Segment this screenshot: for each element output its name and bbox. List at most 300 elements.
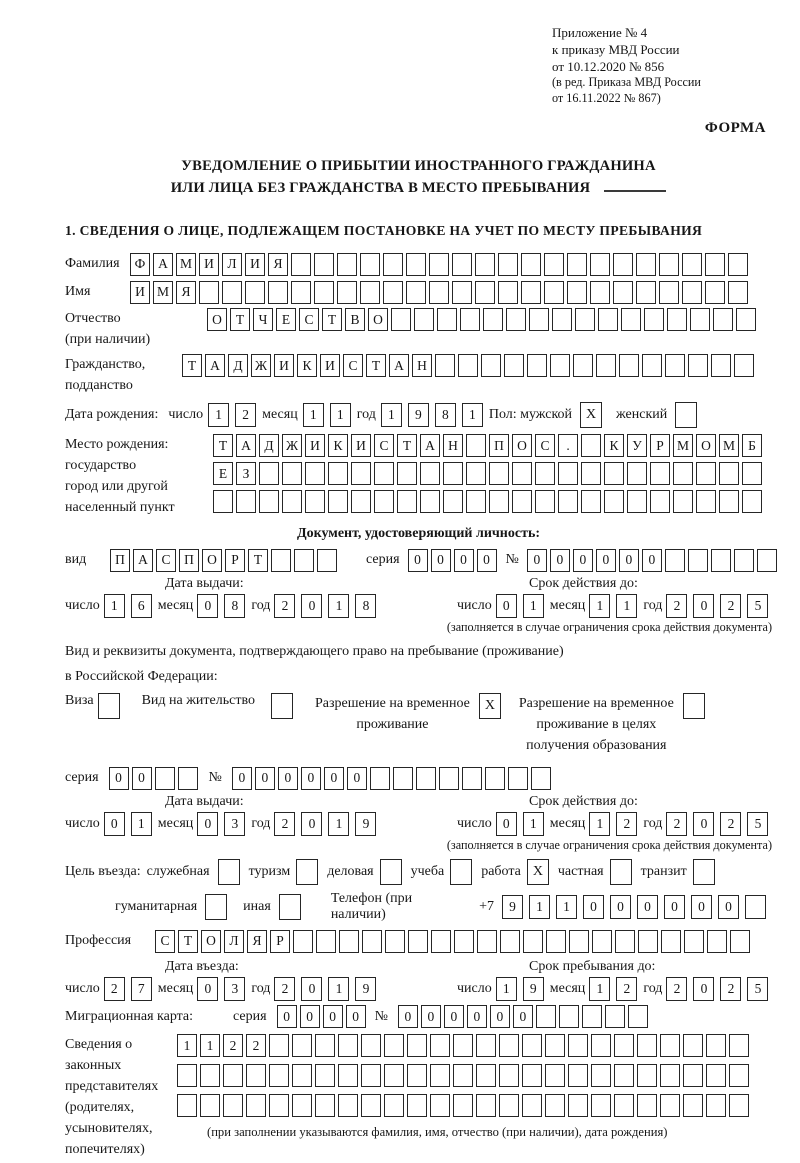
birth-day-cells[interactable]: [208, 403, 262, 427]
char-cell[interactable]: П: [110, 549, 130, 572]
char-cell[interactable]: [435, 354, 455, 377]
char-cell[interactable]: [406, 281, 426, 304]
char-cell[interactable]: [271, 549, 291, 572]
char-cell[interactable]: [707, 930, 727, 953]
purpose-official-checkbox[interactable]: [218, 859, 240, 885]
char-cell[interactable]: [328, 490, 348, 513]
char-cell[interactable]: [627, 490, 647, 513]
char-cell[interactable]: 0: [408, 549, 428, 572]
char-cell[interactable]: 0: [467, 1005, 487, 1028]
char-cell[interactable]: [614, 1034, 634, 1057]
char-cell[interactable]: [591, 1094, 611, 1117]
char-cell[interactable]: [590, 281, 610, 304]
char-cell[interactable]: [385, 930, 405, 953]
char-cell[interactable]: [361, 1094, 381, 1117]
char-cell[interactable]: [259, 490, 279, 513]
char-cell[interactable]: [690, 308, 710, 331]
char-cell[interactable]: [696, 490, 716, 513]
char-cell[interactable]: [506, 308, 526, 331]
char-cell[interactable]: Ж: [251, 354, 271, 377]
char-cell[interactable]: [245, 281, 265, 304]
char-cell[interactable]: [558, 462, 578, 485]
char-cell[interactable]: [454, 930, 474, 953]
doc-type-cells[interactable]: [110, 549, 340, 572]
char-cell[interactable]: [407, 1094, 427, 1117]
char-cell[interactable]: [178, 767, 198, 790]
char-cell[interactable]: [500, 930, 520, 953]
char-cell[interactable]: 1: [330, 403, 351, 427]
char-cell[interactable]: [315, 1094, 335, 1117]
temporary-residence-checkbox[interactable]: X: [479, 693, 501, 719]
char-cell[interactable]: [246, 1094, 266, 1117]
char-cell[interactable]: [397, 490, 417, 513]
char-cell[interactable]: 0: [444, 1005, 464, 1028]
char-cell[interactable]: 0: [496, 594, 517, 618]
char-cell[interactable]: [466, 462, 486, 485]
char-cell[interactable]: [294, 549, 314, 572]
char-cell[interactable]: [559, 1005, 579, 1028]
char-cell[interactable]: [683, 1064, 703, 1087]
char-cell[interactable]: [328, 462, 348, 485]
char-cell[interactable]: 1: [381, 403, 402, 427]
char-cell[interactable]: [683, 1094, 703, 1117]
char-cell[interactable]: [512, 490, 532, 513]
char-cell[interactable]: [338, 1064, 358, 1087]
char-cell[interactable]: [568, 1064, 588, 1087]
char-cell[interactable]: 0: [323, 1005, 343, 1028]
char-cell[interactable]: [636, 281, 656, 304]
char-cell[interactable]: [628, 1005, 648, 1028]
birth-year-cells[interactable]: [381, 403, 489, 427]
char-cell[interactable]: Т: [213, 434, 233, 457]
char-cell[interactable]: [614, 1064, 634, 1087]
char-cell[interactable]: [636, 253, 656, 276]
char-cell[interactable]: [430, 1064, 450, 1087]
char-cell[interactable]: 1: [496, 977, 517, 1001]
char-cell[interactable]: М: [673, 434, 693, 457]
char-cell[interactable]: 0: [104, 812, 125, 836]
char-cell[interactable]: [291, 253, 311, 276]
char-cell[interactable]: [582, 1005, 602, 1028]
char-cell[interactable]: [384, 1034, 404, 1057]
char-cell[interactable]: [512, 462, 532, 485]
char-cell[interactable]: [568, 1034, 588, 1057]
char-cell[interactable]: [711, 549, 731, 572]
char-cell[interactable]: И: [130, 281, 150, 304]
char-cell[interactable]: [416, 767, 436, 790]
char-cell[interactable]: Я: [268, 253, 288, 276]
purpose-business-checkbox[interactable]: [380, 859, 402, 885]
char-cell[interactable]: [621, 308, 641, 331]
char-cell[interactable]: 0: [490, 1005, 510, 1028]
char-cell[interactable]: [661, 930, 681, 953]
purpose-transit-checkbox[interactable]: [693, 859, 715, 885]
char-cell[interactable]: [393, 767, 413, 790]
char-cell[interactable]: К: [328, 434, 348, 457]
char-cell[interactable]: [552, 308, 572, 331]
char-cell[interactable]: 2: [616, 812, 637, 836]
char-cell[interactable]: 0: [132, 767, 152, 790]
char-cell[interactable]: [705, 253, 725, 276]
char-cell[interactable]: 1: [556, 895, 577, 919]
char-cell[interactable]: З: [236, 462, 256, 485]
char-cell[interactable]: И: [245, 253, 265, 276]
char-cell[interactable]: О: [368, 308, 388, 331]
char-cell[interactable]: [659, 253, 679, 276]
char-cell[interactable]: [614, 1094, 634, 1117]
char-cell[interactable]: М: [719, 434, 739, 457]
char-cell[interactable]: 0: [691, 895, 712, 919]
char-cell[interactable]: С: [155, 930, 175, 953]
char-cell[interactable]: [667, 308, 687, 331]
purpose-other-checkbox[interactable]: [279, 894, 301, 920]
char-cell[interactable]: [199, 281, 219, 304]
char-cell[interactable]: 0: [421, 1005, 441, 1028]
char-cell[interactable]: 0: [664, 895, 685, 919]
char-cell[interactable]: [222, 281, 242, 304]
char-cell[interactable]: 9: [502, 895, 523, 919]
char-cell[interactable]: [292, 1034, 312, 1057]
char-cell[interactable]: [200, 1094, 220, 1117]
char-cell[interactable]: Т: [182, 354, 202, 377]
entry-day-cells[interactable]: [104, 977, 158, 1001]
char-cell[interactable]: 3: [224, 977, 245, 1001]
char-cell[interactable]: [682, 281, 702, 304]
char-cell[interactable]: [558, 490, 578, 513]
char-cell[interactable]: 0: [301, 812, 322, 836]
char-cell[interactable]: 0: [583, 895, 604, 919]
stay-year-cells[interactable]: [666, 977, 774, 1001]
char-cell[interactable]: [177, 1094, 197, 1117]
char-cell[interactable]: [535, 462, 555, 485]
char-cell[interactable]: 0: [718, 895, 739, 919]
char-cell[interactable]: 2: [616, 977, 637, 1001]
char-cell[interactable]: С: [343, 354, 363, 377]
char-cell[interactable]: [337, 253, 357, 276]
char-cell[interactable]: [200, 1064, 220, 1087]
char-cell[interactable]: Я: [247, 930, 267, 953]
char-cell[interactable]: 5: [747, 812, 768, 836]
char-cell[interactable]: И: [351, 434, 371, 457]
char-cell[interactable]: 0: [197, 812, 218, 836]
char-cell[interactable]: [316, 930, 336, 953]
residence-permit-checkbox[interactable]: [271, 693, 293, 719]
char-cell[interactable]: Ф: [130, 253, 150, 276]
char-cell[interactable]: [361, 1064, 381, 1087]
char-cell[interactable]: [544, 253, 564, 276]
char-cell[interactable]: 0: [232, 767, 252, 790]
char-cell[interactable]: [546, 930, 566, 953]
char-cell[interactable]: 0: [596, 549, 616, 572]
char-cell[interactable]: Р: [650, 434, 670, 457]
char-cell[interactable]: [292, 1094, 312, 1117]
char-cell[interactable]: 0: [398, 1005, 418, 1028]
char-cell[interactable]: 2: [666, 812, 687, 836]
char-cell[interactable]: 0: [496, 812, 517, 836]
char-cell[interactable]: Б: [742, 434, 762, 457]
char-cell[interactable]: 0: [301, 767, 321, 790]
char-cell[interactable]: 0: [454, 549, 474, 572]
char-cell[interactable]: [592, 930, 612, 953]
char-cell[interactable]: [573, 354, 593, 377]
char-cell[interactable]: 2: [720, 977, 741, 1001]
migration-number-cells[interactable]: [398, 1005, 651, 1028]
char-cell[interactable]: [246, 1064, 266, 1087]
char-cell[interactable]: И: [274, 354, 294, 377]
char-cell[interactable]: [314, 253, 334, 276]
purpose-humanitarian-checkbox[interactable]: [205, 894, 227, 920]
char-cell[interactable]: 0: [300, 1005, 320, 1028]
char-cell[interactable]: [650, 462, 670, 485]
char-cell[interactable]: [315, 1034, 335, 1057]
gender-female-checkbox[interactable]: [675, 402, 697, 428]
char-cell[interactable]: [462, 767, 482, 790]
char-cell[interactable]: 0: [550, 549, 570, 572]
char-cell[interactable]: [429, 253, 449, 276]
char-cell[interactable]: [637, 1094, 657, 1117]
char-cell[interactable]: [339, 930, 359, 953]
char-cell[interactable]: [522, 1094, 542, 1117]
stay-month-cells[interactable]: [589, 977, 643, 1001]
char-cell[interactable]: К: [297, 354, 317, 377]
char-cell[interactable]: [729, 1094, 749, 1117]
stay-day-cells[interactable]: [496, 977, 550, 1001]
char-cell[interactable]: [545, 1094, 565, 1117]
char-cell[interactable]: [523, 930, 543, 953]
doc-issue-year-cells[interactable]: [274, 594, 382, 618]
char-cell[interactable]: [705, 281, 725, 304]
char-cell[interactable]: [683, 1034, 703, 1057]
purpose-private-checkbox[interactable]: [610, 859, 632, 885]
char-cell[interactable]: 2: [666, 594, 687, 618]
char-cell[interactable]: [155, 767, 175, 790]
temp-res-edu-checkbox[interactable]: [683, 693, 705, 719]
char-cell[interactable]: 2: [235, 403, 256, 427]
char-cell[interactable]: Л: [224, 930, 244, 953]
char-cell[interactable]: [742, 490, 762, 513]
char-cell[interactable]: [477, 930, 497, 953]
char-cell[interactable]: [291, 281, 311, 304]
char-cell[interactable]: 2: [223, 1034, 243, 1057]
char-cell[interactable]: Д: [259, 434, 279, 457]
char-cell[interactable]: 0: [301, 594, 322, 618]
char-cell[interactable]: Р: [270, 930, 290, 953]
char-cell[interactable]: [729, 1034, 749, 1057]
char-cell[interactable]: [545, 1034, 565, 1057]
char-cell[interactable]: [317, 549, 337, 572]
char-cell[interactable]: 0: [642, 549, 662, 572]
doc-valid-day-cells[interactable]: [496, 594, 550, 618]
char-cell[interactable]: А: [420, 434, 440, 457]
char-cell[interactable]: И: [199, 253, 219, 276]
char-cell[interactable]: [504, 354, 524, 377]
char-cell[interactable]: [545, 1064, 565, 1087]
char-cell[interactable]: [259, 462, 279, 485]
char-cell[interactable]: [660, 1034, 680, 1057]
char-cell[interactable]: [521, 253, 541, 276]
char-cell[interactable]: [305, 490, 325, 513]
char-cell[interactable]: 8: [224, 594, 245, 618]
char-cell[interactable]: [213, 490, 233, 513]
char-cell[interactable]: [706, 1034, 726, 1057]
char-cell[interactable]: 1: [462, 403, 483, 427]
char-cell[interactable]: 1: [177, 1034, 197, 1057]
char-cell[interactable]: [407, 1064, 427, 1087]
char-cell[interactable]: 1: [104, 594, 125, 618]
char-cell[interactable]: [481, 354, 501, 377]
char-cell[interactable]: [476, 1034, 496, 1057]
profession-cells[interactable]: [155, 930, 753, 953]
char-cell[interactable]: 0: [693, 812, 714, 836]
char-cell[interactable]: [531, 767, 551, 790]
char-cell[interactable]: [734, 354, 754, 377]
residence-valid-month-cells[interactable]: [589, 812, 643, 836]
char-cell[interactable]: М: [176, 253, 196, 276]
char-cell[interactable]: [460, 308, 480, 331]
char-cell[interactable]: [660, 1064, 680, 1087]
char-cell[interactable]: [370, 767, 390, 790]
residence-number-cells[interactable]: [232, 767, 554, 790]
char-cell[interactable]: И: [320, 354, 340, 377]
char-cell[interactable]: [452, 253, 472, 276]
char-cell[interactable]: [430, 1094, 450, 1117]
char-cell[interactable]: 9: [355, 812, 376, 836]
doc-series-cells[interactable]: [408, 549, 500, 572]
char-cell[interactable]: [706, 1064, 726, 1087]
char-cell[interactable]: [729, 1064, 749, 1087]
char-cell[interactable]: [223, 1094, 243, 1117]
char-cell[interactable]: [596, 354, 616, 377]
char-cell[interactable]: [458, 354, 478, 377]
char-cell[interactable]: [745, 895, 766, 919]
char-cell[interactable]: 2: [246, 1034, 266, 1057]
char-cell[interactable]: [453, 1064, 473, 1087]
char-cell[interactable]: [397, 462, 417, 485]
char-cell[interactable]: [361, 1034, 381, 1057]
char-cell[interactable]: О: [202, 549, 222, 572]
char-cell[interactable]: [659, 281, 679, 304]
char-cell[interactable]: [567, 253, 587, 276]
char-cell[interactable]: [338, 1034, 358, 1057]
char-cell[interactable]: [268, 281, 288, 304]
char-cell[interactable]: 7: [131, 977, 152, 1001]
representatives-cells-row1[interactable]: [177, 1034, 752, 1057]
char-cell[interactable]: [581, 490, 601, 513]
entry-month-cells[interactable]: [197, 977, 251, 1001]
doc-issue-month-cells[interactable]: [197, 594, 251, 618]
char-cell[interactable]: .: [558, 434, 578, 457]
char-cell[interactable]: Я: [176, 281, 196, 304]
char-cell[interactable]: 8: [355, 594, 376, 618]
char-cell[interactable]: [223, 1064, 243, 1087]
char-cell[interactable]: 2: [274, 977, 295, 1001]
char-cell[interactable]: М: [153, 281, 173, 304]
char-cell[interactable]: [351, 462, 371, 485]
char-cell[interactable]: [604, 462, 624, 485]
char-cell[interactable]: 1: [589, 977, 610, 1001]
char-cell[interactable]: Р: [225, 549, 245, 572]
char-cell[interactable]: [713, 308, 733, 331]
char-cell[interactable]: [498, 281, 518, 304]
char-cell[interactable]: 0: [513, 1005, 533, 1028]
char-cell[interactable]: А: [205, 354, 225, 377]
char-cell[interactable]: [466, 434, 486, 457]
char-cell[interactable]: Д: [228, 354, 248, 377]
doc-issue-day-cells[interactable]: [104, 594, 158, 618]
surname-cells[interactable]: [130, 253, 751, 276]
gender-male-checkbox[interactable]: X: [580, 402, 602, 428]
char-cell[interactable]: [384, 1094, 404, 1117]
char-cell[interactable]: 1: [589, 812, 610, 836]
char-cell[interactable]: [508, 767, 528, 790]
char-cell[interactable]: [719, 490, 739, 513]
representatives-cells-row2[interactable]: [177, 1064, 752, 1087]
char-cell[interactable]: [383, 253, 403, 276]
char-cell[interactable]: [466, 490, 486, 513]
char-cell[interactable]: Т: [178, 930, 198, 953]
char-cell[interactable]: [581, 434, 601, 457]
birth-month-cells[interactable]: [303, 403, 357, 427]
char-cell[interactable]: 1: [523, 812, 544, 836]
char-cell[interactable]: 1: [589, 594, 610, 618]
char-cell[interactable]: [269, 1064, 289, 1087]
char-cell[interactable]: 5: [747, 594, 768, 618]
char-cell[interactable]: [499, 1064, 519, 1087]
char-cell[interactable]: [567, 281, 587, 304]
char-cell[interactable]: Т: [230, 308, 250, 331]
char-cell[interactable]: 1: [523, 594, 544, 618]
char-cell[interactable]: [581, 462, 601, 485]
char-cell[interactable]: [742, 462, 762, 485]
char-cell[interactable]: [177, 1064, 197, 1087]
char-cell[interactable]: 0: [324, 767, 344, 790]
purpose-study-checkbox[interactable]: [450, 859, 472, 885]
char-cell[interactable]: [236, 490, 256, 513]
char-cell[interactable]: С: [374, 434, 394, 457]
char-cell[interactable]: [590, 253, 610, 276]
char-cell[interactable]: С: [535, 434, 555, 457]
char-cell[interactable]: 5: [747, 977, 768, 1001]
char-cell[interactable]: [439, 767, 459, 790]
char-cell[interactable]: [443, 490, 463, 513]
char-cell[interactable]: 0: [255, 767, 275, 790]
char-cell[interactable]: 1: [328, 812, 349, 836]
char-cell[interactable]: [619, 354, 639, 377]
char-cell[interactable]: [650, 490, 670, 513]
char-cell[interactable]: 2: [274, 594, 295, 618]
birth-place-cells-row3[interactable]: [213, 490, 765, 513]
char-cell[interactable]: [527, 354, 547, 377]
char-cell[interactable]: [383, 281, 403, 304]
char-cell[interactable]: Н: [412, 354, 432, 377]
char-cell[interactable]: [430, 1034, 450, 1057]
char-cell[interactable]: 0: [477, 549, 497, 572]
char-cell[interactable]: 1: [131, 812, 152, 836]
char-cell[interactable]: [414, 308, 434, 331]
char-cell[interactable]: О: [512, 434, 532, 457]
char-cell[interactable]: У: [627, 434, 647, 457]
char-cell[interactable]: [489, 462, 509, 485]
char-cell[interactable]: 0: [197, 594, 218, 618]
char-cell[interactable]: [637, 1064, 657, 1087]
char-cell[interactable]: [637, 1034, 657, 1057]
residence-valid-year-cells[interactable]: [666, 812, 774, 836]
char-cell[interactable]: [476, 1094, 496, 1117]
purpose-tourism-checkbox[interactable]: [296, 859, 318, 885]
char-cell[interactable]: [730, 930, 750, 953]
char-cell[interactable]: [521, 281, 541, 304]
char-cell[interactable]: 0: [109, 767, 129, 790]
